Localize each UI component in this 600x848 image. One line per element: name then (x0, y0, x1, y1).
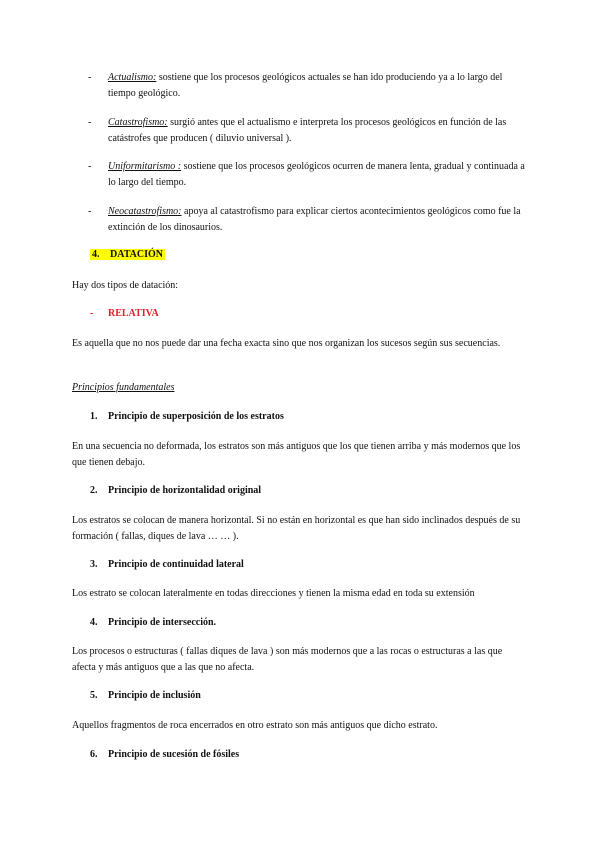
principle-title (90, 747, 239, 763)
principle-label: Principio de horizontalidad original (108, 485, 262, 496)
section-title: DATACIÓN (110, 249, 163, 260)
term: Catastrofismo: (108, 117, 168, 128)
section-number: 4. (92, 249, 100, 260)
term: Neocatastrofismo: (108, 206, 182, 217)
principle-title (90, 409, 284, 425)
principle-number: 3. (90, 559, 98, 570)
relativa-label: RELATIVA (108, 308, 159, 319)
principle-title (90, 557, 244, 573)
principle-label: Principio de sucesión de fósiles (108, 749, 240, 760)
principle-text: Los estratos se colocan de manera horizontal. Si no están en horizontal es que han sido inclinados después de su formación ( fallas, diques de lava … … ). (72, 515, 521, 542)
relativa-dash: - (90, 308, 94, 319)
principle-title (90, 615, 216, 631)
definition: sostiene que los procesos geológicos actuales se han ido produciendo ya a lo largo del tiempo geológico. (108, 72, 503, 99)
principle-number: 5. (90, 690, 98, 701)
definition: sostiene que los procesos geológicos ocurren de manera lenta, gradual y continuada a lo largo del tiempo. (108, 161, 525, 188)
relativa-description: Es aquella que no nos puede dar una fecha exacta sino que nos organizan los sucesos según sus secuencias. (72, 338, 501, 349)
principle-label: Principio de superposición de los estratos (108, 411, 284, 422)
relativa-heading (90, 306, 159, 322)
principle-text: Aquellos fragmentos de roca encerrados en otro estrato son más antiguos que dicho estrato. (72, 720, 438, 731)
bullet-catastrofismo (90, 115, 530, 147)
principle-text: Los estrato se colocan lateralmente en todas direcciones y tienen la misma edad en toda su extensión (72, 588, 475, 599)
principle-title (90, 483, 261, 499)
principle-text: Los procesos o estructuras ( fallas diques de lava ) son más modernos que a las rocas o estructuras a las que afecta y más antiguos que a las que no afecta. (72, 646, 503, 673)
principle-label: Principio de intersección. (108, 617, 217, 628)
term: Uniformitarismo : (108, 161, 182, 172)
bullet-uniformitarismo (90, 159, 530, 191)
term: Actualismo: (108, 72, 157, 83)
subheading: Principios fundamentales (72, 382, 175, 393)
bullet-dash: - (88, 206, 92, 217)
principle-number: 2. (90, 485, 98, 496)
principle-label: Principio de inclusión (108, 690, 201, 701)
bullet-dash: - (88, 72, 92, 83)
principle-title (90, 688, 201, 704)
bullet-actualismo (90, 70, 530, 102)
principle-label: Principio de continuidad lateral (108, 559, 244, 570)
principle-text: En una secuencia no deformada, los estratos son más antiguos que los que tienen arriba y más modernos que los que tienen debajo. (72, 441, 521, 468)
bullet-dash: - (88, 161, 92, 172)
principle-number: 1. (90, 411, 98, 422)
definition: surgió antes que el actualismo e interpreta los procesos geológicos en función de las catástrofes que producen ( diluvio universal ). (108, 117, 507, 144)
intro-text: Hay dos tipos de datación: (72, 280, 179, 291)
bullet-dash: - (88, 117, 92, 128)
bullet-neocatastrofismo (90, 204, 530, 236)
principle-number: 6. (90, 749, 98, 760)
principle-number: 4. (90, 617, 98, 628)
section-heading (90, 247, 165, 263)
definition: apoya al catastrofismo para explicar ciertos acontecimientos geológicos como fue la extinción de los dinosaurios. (108, 206, 521, 233)
